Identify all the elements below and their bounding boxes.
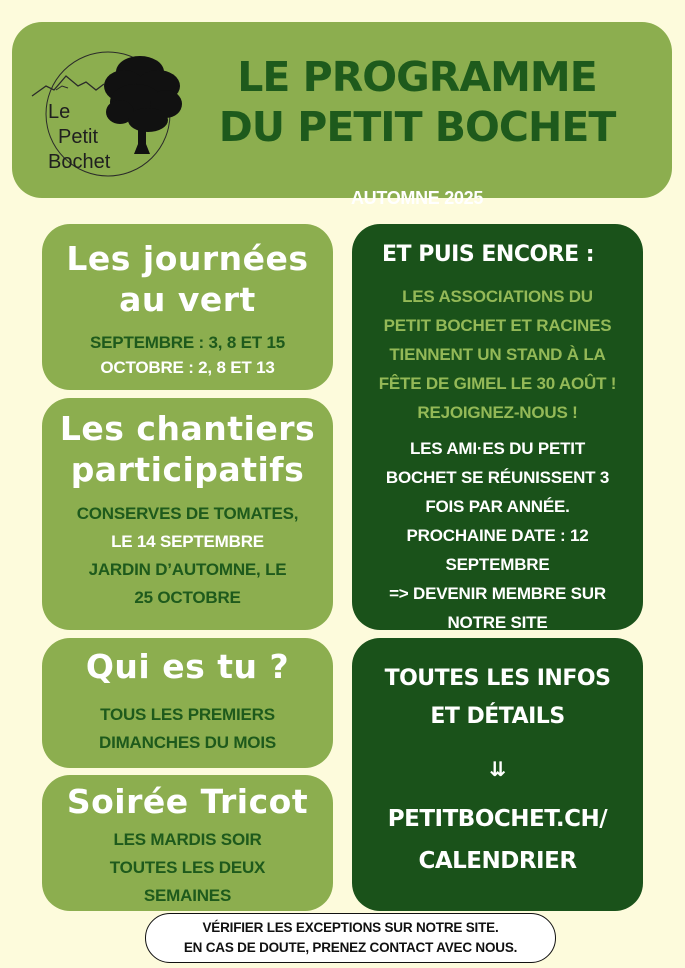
chantiers-line-4: 25 OCTOBRE [134, 588, 241, 607]
encore-p2-line-6: => DEVENIR MEMBRE SUR [389, 584, 606, 603]
logo-line-2: Petit [58, 126, 99, 148]
chantiers-title-line-1: Les chantiers [59, 409, 316, 448]
journees-title-line-2: au vert [119, 280, 256, 319]
journees-dates-oct: OCTOBRE : 2, 8 ET 13 [100, 358, 275, 377]
website-link-line-1[interactable]: PETITBOCHET.CH/ [387, 806, 608, 832]
encore-title: ET PUIS ENCORE : [382, 242, 595, 267]
logo-wordmark [48, 100, 110, 175]
chantiers-line-3: JARDIN D’AUTOMNE, LE [88, 560, 287, 579]
header-banner [12, 22, 672, 208]
encore-p2-line-4: PROCHAINE DATE : 12 [406, 526, 589, 545]
quiestu-line-2: DIMANCHES DU MOIS [99, 733, 276, 752]
website-link-line-2[interactable]: CALENDRIER [418, 848, 577, 874]
logo-line-3: Bochet [48, 151, 111, 173]
title-line-1: LE PROGRAMME [237, 53, 597, 101]
tricot-line-2: TOUTES LES DEUX [109, 858, 266, 877]
chantiers-title-line-2: participatifs [70, 450, 305, 489]
page-title [192, 52, 642, 152]
encore-p1-line-1: LES ASSOCIATIONS DU [402, 287, 593, 306]
chantiers-line-1: CONSERVES DE TOMATES, [76, 504, 299, 523]
tricot-line-3: SEMAINES [143, 886, 232, 905]
quiestu-title: Qui es tu ? [85, 647, 290, 686]
title-line-2: DU PETIT BOCHET [218, 103, 616, 151]
journees-title-line-1: Les journées [66, 239, 309, 278]
tricot-line-1: LES MARDIS SOIR [113, 830, 262, 849]
encore-p2-line-7: NOTRE SITE [447, 613, 548, 632]
chantiers-line-2: LE 14 SEPTEMBRE [111, 532, 264, 551]
encore-p1-line-5: REJOIGNEZ-NOUS ! [417, 403, 578, 422]
logo [28, 40, 188, 182]
card-journees-au-vert [42, 224, 333, 390]
journees-dates-sept: SEPTEMBRE : 3, 8 ET 15 [90, 333, 285, 352]
encore-p2-line-1: LES AMI·ES DU PETIT [409, 439, 586, 458]
encore-p2-line-5: SEPTEMBRE [445, 555, 550, 574]
encore-p2-line-3: FOIS PAR ANNÉE. [425, 497, 570, 516]
footer-line-1: VÉRIFIER LES EXCEPTIONS SUR NOTRE SITE. [202, 920, 499, 935]
encore-p1-line-2: PETIT BOCHET ET RACINES [383, 316, 612, 335]
footer-line-2: EN CAS DE DOUTE, PRENEZ CONTACT AVEC NOUS. [183, 940, 518, 955]
infos-line-2: ET DÉTAILS [430, 704, 565, 729]
encore-p2-line-2: BOCHET SE RÉUNISSENT 3 [385, 468, 610, 487]
card-chantiers-participatifs [42, 398, 333, 630]
footer-notice [145, 913, 556, 963]
double-arrow-down-icon: ⇊ [489, 757, 506, 781]
encore-p1-line-4: FÊTE DE GIMEL LE 30 AOÛT ! [378, 374, 617, 393]
logo-line-1: Le [48, 101, 71, 123]
card-soiree-tricot [42, 775, 333, 911]
card-toutes-les-infos [352, 638, 643, 911]
season-label: AUTOMNE 2025 [350, 188, 484, 208]
quiestu-line-1: TOUS LES PREMIERS [100, 705, 275, 724]
card-et-puis-encore [352, 224, 643, 630]
tricot-title: Soirée Tricot [66, 782, 309, 821]
encore-p1-line-3: TIENNENT UN STAND À LA [389, 345, 606, 364]
card-qui-es-tu [42, 638, 333, 768]
infos-line-1: TOUTES LES INFOS [384, 666, 611, 691]
